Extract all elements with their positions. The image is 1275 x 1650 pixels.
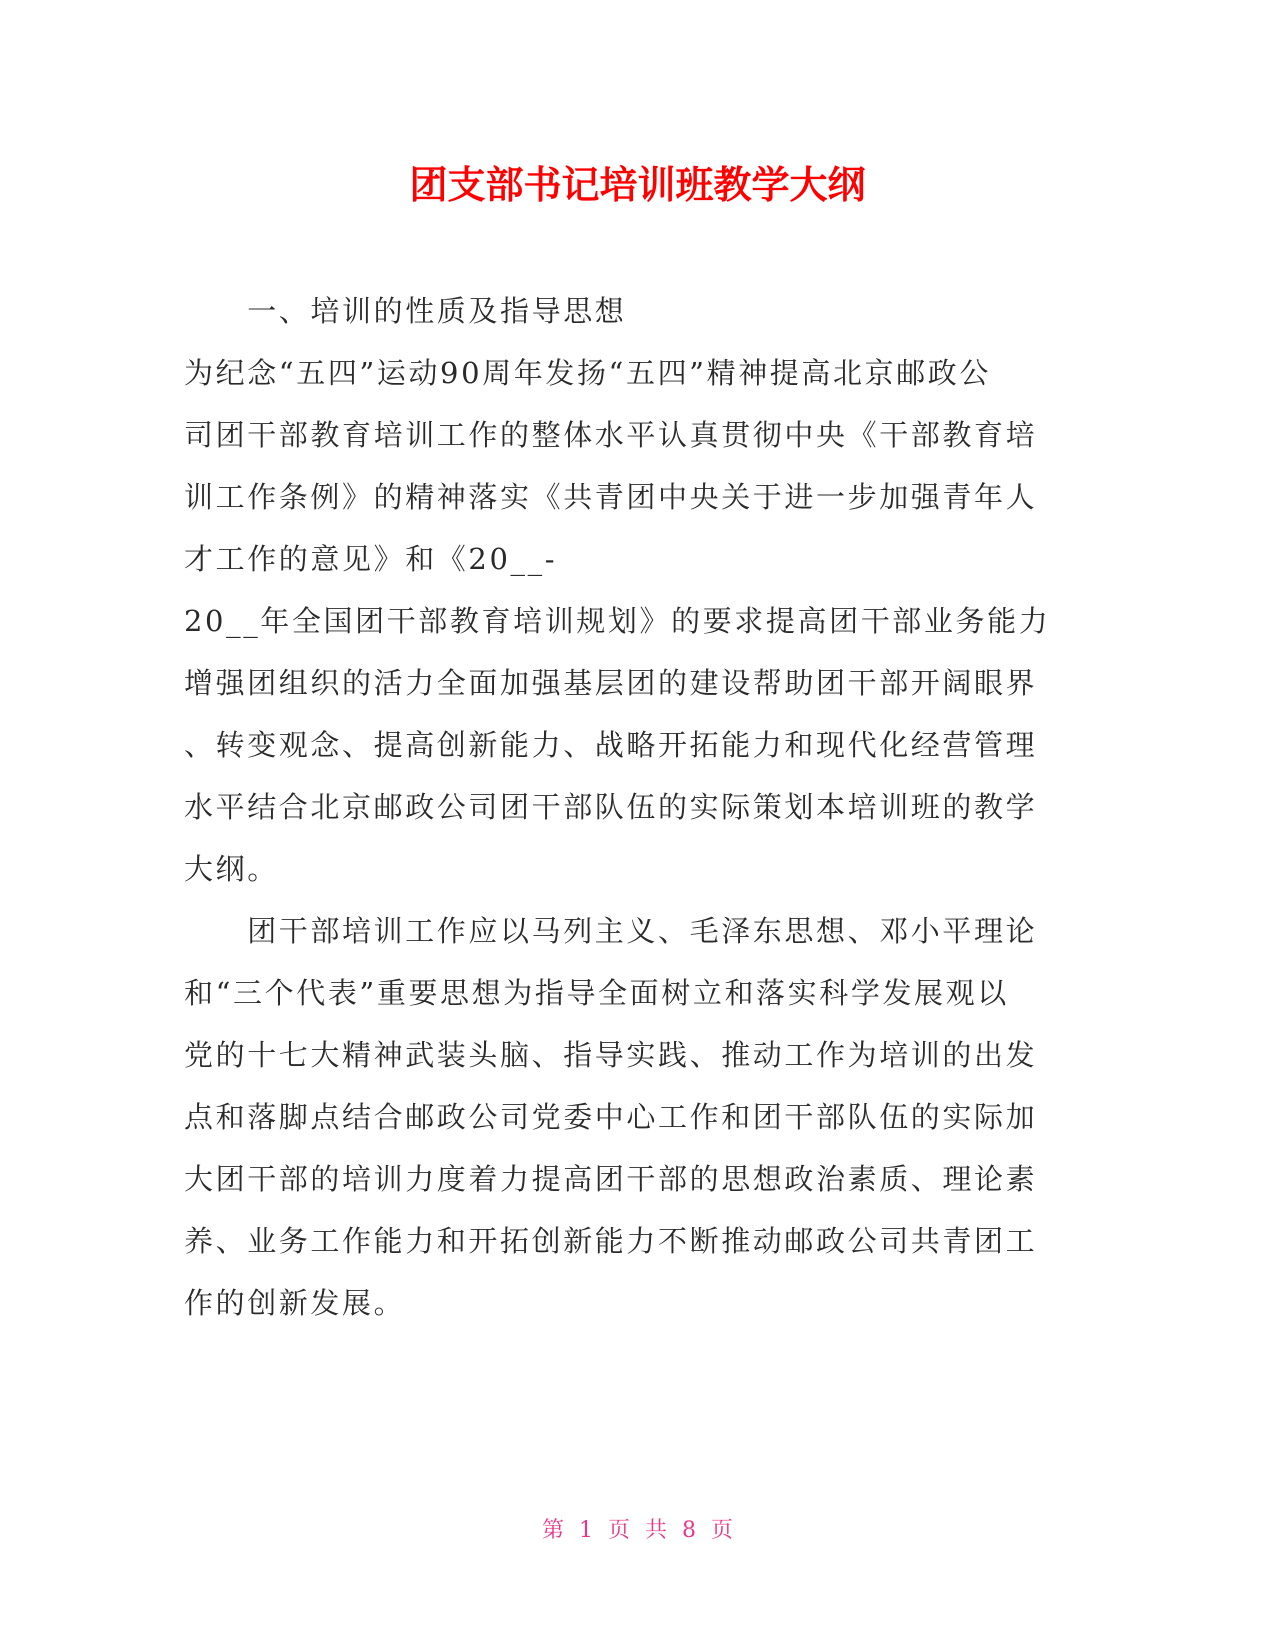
- paragraph-line: 大纲。: [184, 852, 279, 886]
- paragraph-line: 为纪念“五四”运动90周年发扬“五四”精神提高北京邮政公: [184, 356, 992, 390]
- paragraph-line: 增强团组织的活力全面加强基层团的建设帮助团干部开阔眼界: [184, 666, 1038, 700]
- paragraph-line: 点和落脚点结合邮政公司党委中心工作和团干部队伍的实际加: [184, 1100, 1038, 1134]
- document-body: [184, 280, 1084, 1334]
- paragraph-line: 团干部培训工作应以马列主义、毛泽东思想、邓小平理论: [184, 914, 1038, 948]
- paragraph-line: 司团干部教育培训工作的整体水平认真贯彻中央《干部教育培: [184, 418, 1038, 452]
- paragraph-line: 训工作条例》的精神落实《共青团中央关于进一步加强青年人: [184, 480, 1038, 514]
- section-heading: 一、培训的性质及指导思想: [184, 294, 627, 328]
- paragraph-line: 党的十七大精神武装头脑、指导实践、推动工作为培训的出发: [184, 1038, 1038, 1072]
- paragraph-line: 大团干部的培训力度着力提高团干部的思想政治素质、理论素: [184, 1162, 1038, 1196]
- paragraph-line: 才工作的意见》和《20__-: [184, 542, 558, 576]
- paragraph-line: 、转变观念、提高创新能力、战略开拓能力和现代化经营管理: [184, 728, 1038, 762]
- page-number-footer: 第 1 页 共 8 页: [542, 1518, 733, 1543]
- document-title: 团支部书记培训班教学大纲: [409, 163, 866, 207]
- paragraph-line: 20__年全国团干部教育培训规划》的要求提高团干部业务能力: [184, 604, 1051, 638]
- paragraph-line: 和“三个代表”重要思想为指导全面树立和落实科学发展观以: [184, 976, 1009, 1010]
- paragraph-line: 养、业务工作能力和开拓创新能力不断推动邮政公司共青团工: [184, 1224, 1038, 1258]
- paragraph-line: 作的创新发展。: [184, 1286, 406, 1320]
- paragraph-line: 水平结合北京邮政公司团干部队伍的实际策划本培训班的教学: [184, 790, 1038, 824]
